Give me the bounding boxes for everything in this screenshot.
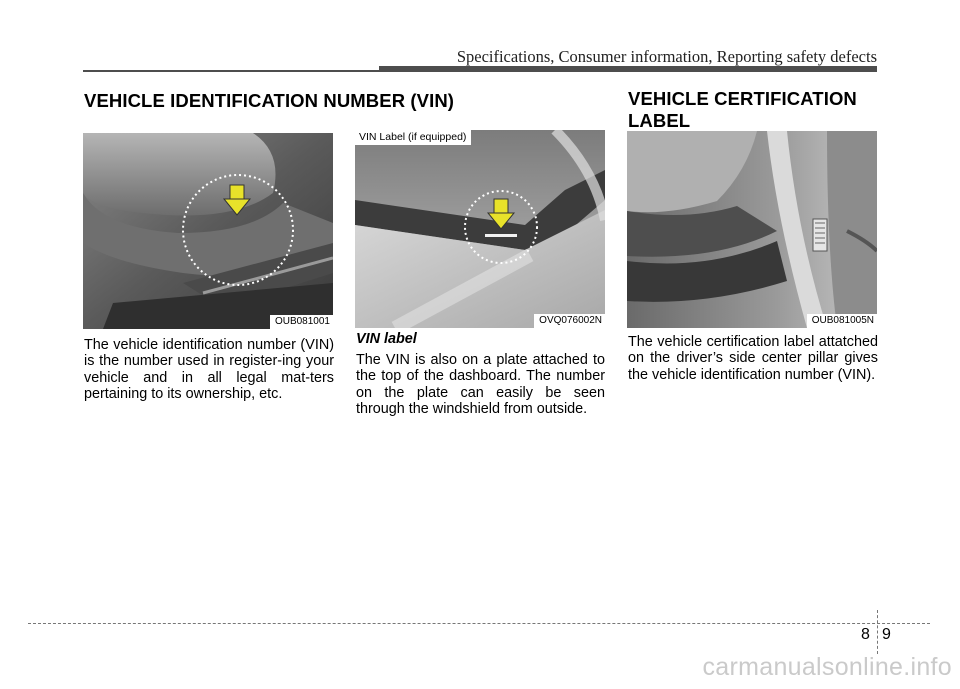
chapter-number: 8 (861, 626, 870, 643)
certification-title-line1: VEHICLE CERTIFICATION (628, 88, 857, 109)
page-number: 9 (882, 626, 891, 643)
header-bar (379, 66, 877, 72)
vin-dashboard-photo (355, 130, 605, 328)
certification-title-line2: LABEL (628, 110, 691, 131)
watermark: carmanualsonline.info (702, 653, 952, 681)
certification-pillar-photo (627, 131, 877, 328)
footer-divider (877, 610, 878, 654)
vin-section-title: VEHICLE IDENTIFICATION NUMBER (VIN) (84, 90, 455, 111)
vin-description: The vehicle identification number (VIN) is the number used in register-ing your vehicle and in all legal mat-ters pertaining to its ownership, etc. (84, 337, 334, 402)
vin-label-description: The VIN is also on a plate attached to the top of the dashboard. The number on the plate can easily be seen through the windshield from outside. (356, 352, 605, 417)
photo-code-label: OUB081005N (807, 314, 877, 328)
vin-label-subheading: VIN label (356, 331, 417, 347)
certification-description: The vehicle certification label attatched on the driver’s side center pillar gives the vehicle identification number (VIN). (628, 334, 878, 383)
vin-floor-photo (83, 133, 333, 329)
vin-label-tag: VIN Label (if equipped) (355, 130, 471, 145)
certification-section-title (628, 88, 857, 132)
windshield-illustration (355, 130, 605, 328)
photo-code-label: OUB081001 (270, 315, 333, 329)
header-rule (83, 70, 381, 72)
door-pillar-illustration (627, 131, 877, 328)
seat-floor-illustration (83, 133, 333, 329)
photo-code-label: OVQ076002N (534, 314, 605, 328)
footer-rule (28, 623, 930, 624)
page-header-title: Specifications, Consumer information, Reporting safety defects (456, 47, 877, 66)
